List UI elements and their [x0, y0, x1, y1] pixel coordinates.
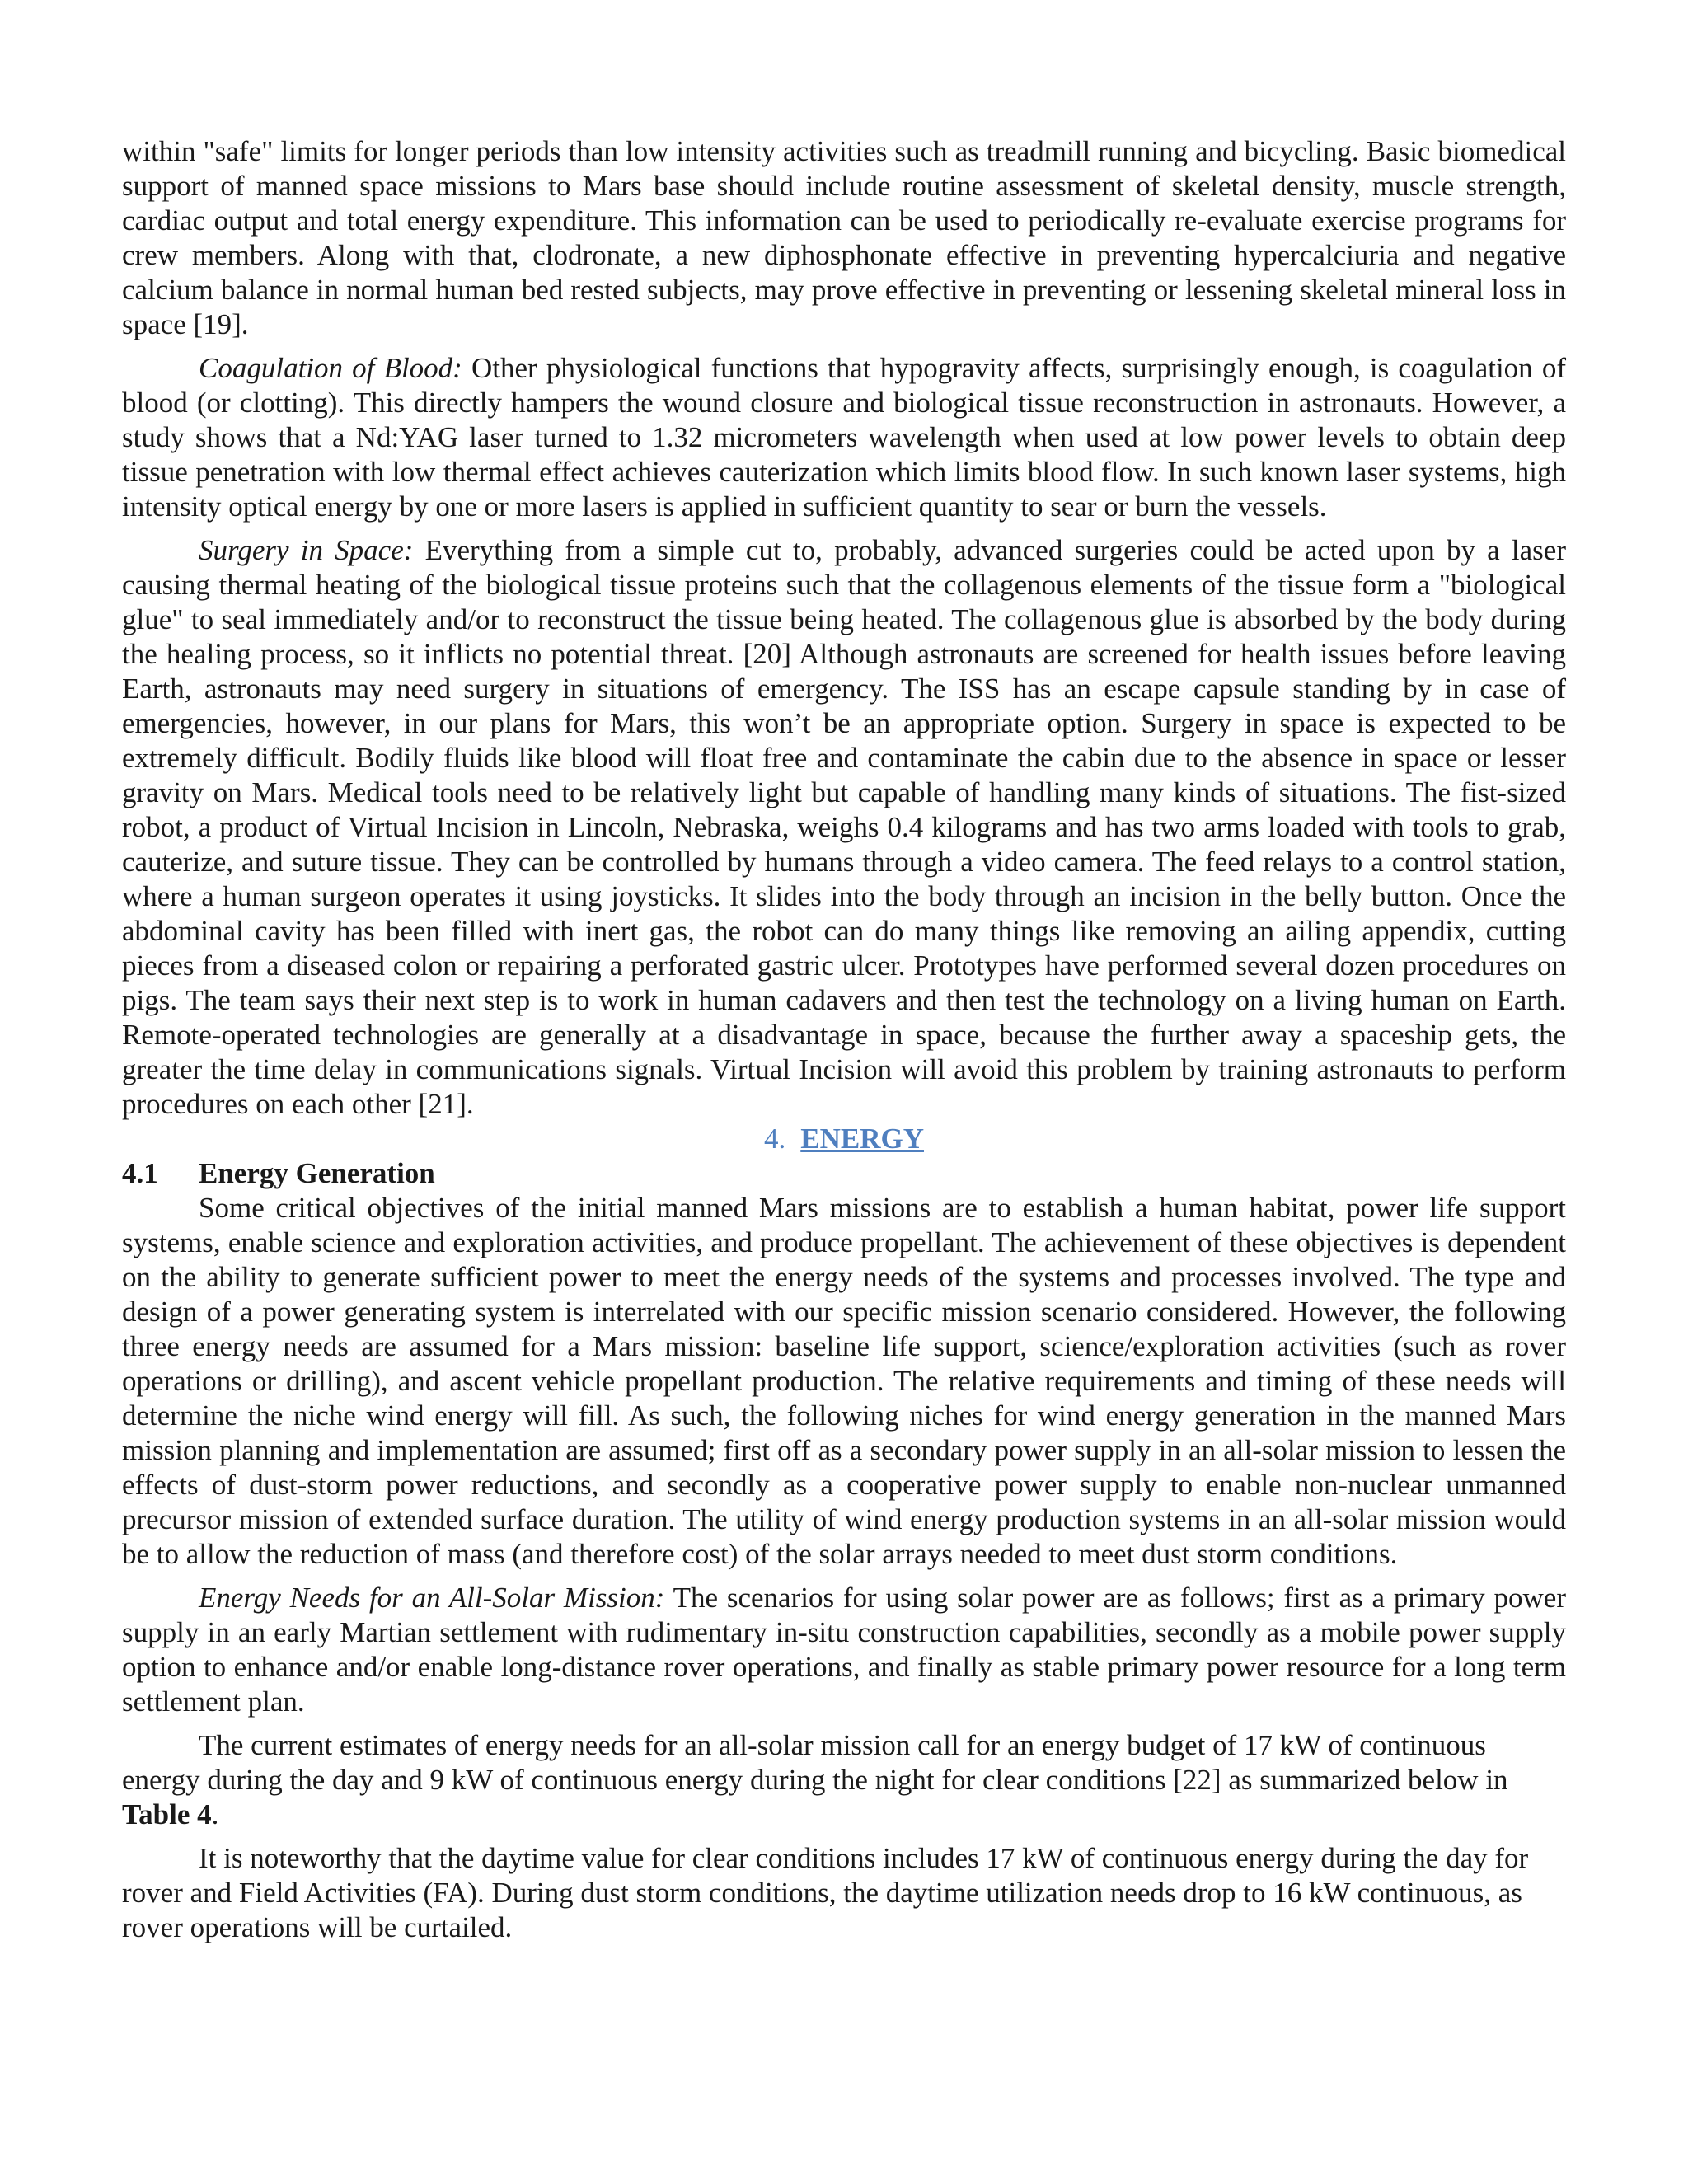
paragraph-heading-all-solar: Energy Needs for an All-Solar Mission: [199, 1582, 665, 1614]
paragraph-daytime-value: It is noteworthy that the daytime value for clear conditions includes 17 kW of continuous energy during the day for rover and Field Activities (FA). During dust storm conditions, the daytime utilization needs drop to 16 kW continuous, as rover operations will be curtailed. [122, 1842, 1529, 1943]
paragraph-exercise: within "safe" limits for longer periods than low intensity activities such as treadmill running and bicycling. Basic biomedical support of manned space missions to Mars base should include routine assessment of skeletal density, muscle strength, cardiac output and total energy expenditure. This information can be used to periodically re-evaluate exercise programs for crew members. Along with that, clodronate, a new diphosphonate effective in preventing hypercalciuria and negative calcium balance in normal human bed rested subjects, may prove effective in preventing or lessening skeletal mineral loss in space [19]. [122, 135, 1566, 340]
section-number: 4. [764, 1122, 786, 1155]
paragraph-coagulation [122, 351, 1566, 524]
subsection-heading-energy-generation [122, 1156, 1566, 1191]
paragraph-text-coagulation: Other physiological functions that hypogravity affects, surprisingly enough, is coagulation of blood (or clotting). This directly hampers the wound closure and biological tissue reconstruction in astronauts. However, a study shows that a Nd:YAG laser turned to 1.32 micrometers wavelength when used at low power levels to obtain deep tissue penetration with low thermal effect achieves cauterization which limits blood flow. In such known laser systems, high intensity optical energy by one or more lasers is applied in sufficient quantity to sear or burn the vessels. [122, 352, 1566, 523]
section-heading-energy [122, 1122, 1566, 1156]
paragraph-text-all-solar: The scenarios for using solar power are as follows; first as a primary power supply in an early Martian settlement with rudimentary in-situ construction capabilities, secondly as a mobile power supply option to enhance and/or enable long-distance rover operations, and finally as stable primary power resource for a long term settlement plan. [122, 1582, 1566, 1718]
paragraph-text-energy-estimates: The current estimates of energy needs for an all-solar mission call for an energy budget of 17 kW of continuous energy during the day and 9 kW of continuous energy during the night for clear conditions [22] as summarized below in [122, 1729, 1508, 1796]
paragraph-text-surgery: Everything from a simple cut to, probably, advanced surgeries could be acted upon by a laser causing thermal heating of the biological tissue proteins such that the collagenous elements of the tissue form a "biological glue" to seal immediately and/or to reconstruct the tissue being heated. The collagenous glue is absorbed by the body during the healing process, so it inflicts no potential threat. [20] Although astronauts are screened for health issues before leaving Earth, astronauts may need surgery in situations of emergency. The ISS has an escape capsule standing by in case of emergencies, however, in our plans for Mars, this won’t be an appropriate option. Surgery in space is expected to be extremely difficult. Bodily fluids like blood will float free and contaminate the cabin due to the absence in space or lesser gravity on Mars. Medical tools need to be relatively light but capable of handling many kinds of situations. The fist-sized robot, a product of Virtual Incision in Lincoln, Nebraska, weighs 0.4 kilograms and has two arms loaded with tools to grab, cauterize, and suture tissue. They can be controlled by humans through a video camera. The feed relays to a control station, where a human surgeon operates it using joysticks. It slides into the body through an incision in the belly button. Once the abdominal cavity has been filled with inert gas, the robot can do many things like removing an ailing appendix, cutting pieces from a diseased colon or repairing a perforated gastric ulcer. Prototypes have performed several dozen procedures on pigs. The team says their next step is to work in human cadavers and then test the technology on a living human on Earth. Remote-operated technologies are generally at a disadvantage in space, because the further away a spaceship gets, the greater the time delay in communications signals. Virtual Incision will avoid this problem by training astronauts to perform procedures on each other [21]. [122, 534, 1566, 1120]
section-title-link[interactable]: ENERGY [800, 1122, 924, 1155]
paragraph-energy-estimates [122, 1728, 1566, 1832]
paragraph-surgery [122, 533, 1566, 1122]
subsection-title: Energy Generation [199, 1157, 435, 1189]
page-body [122, 134, 1566, 1945]
paragraph-heading-coagulation: Coagulation of Blood: [199, 352, 462, 384]
paragraph-heading-surgery: Surgery in Space: [199, 534, 414, 566]
paragraph-energy-generation: Some critical objectives of the initial manned Mars missions are to establish a human habitat, power life support systems, enable science and exploration activities, and produce propellant. The achievement of these objectives is dependent on the ability to generate sufficient power to meet the energy needs of the systems and processes involved. The type and design of a power generating system is interrelated with our specific mission scenario considered. However, the following three energy needs are assumed for a Mars mission: baseline life support, science/exploration activities (such as rover operations or drilling), and ascent vehicle propellant production. The relative requirements and timing of these needs will determine the niche wind energy will fill. As such, the following niches for wind energy generation in the manned Mars mission planning and implementation are assumed; first off as a secondary power supply in an all-solar mission to lessen the effects of dust-storm power reductions, and secondly as a cooperative power supply to enable non-nuclear unmanned precursor mission of extended surface duration. The utility of wind energy production systems in an all-solar mission would be to allow the reduction of mass (and therefore cost) of the solar arrays needed to meet dust storm conditions. [122, 1192, 1566, 1570]
paragraph-all-solar [122, 1581, 1566, 1719]
subsection-number: 4.1 [122, 1157, 158, 1189]
table-reference: Table 4 [122, 1798, 212, 1830]
paragraph-end-energy-estimates: . [211, 1798, 219, 1830]
